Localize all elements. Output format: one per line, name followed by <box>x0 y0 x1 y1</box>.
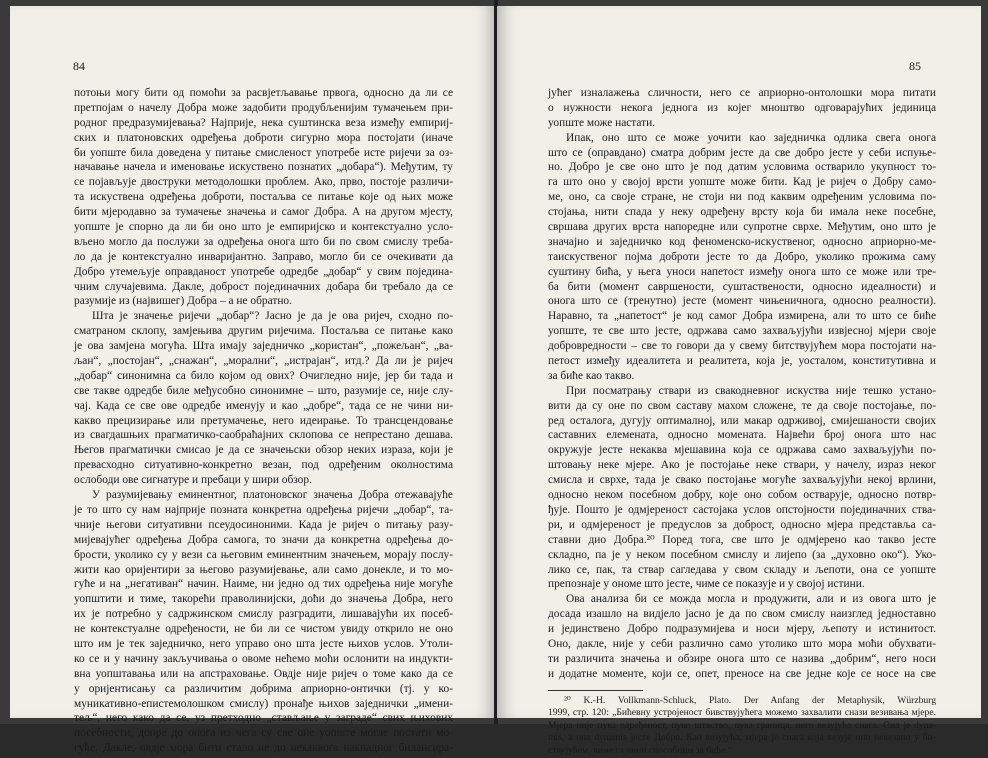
text-line: свршава других врста напоредне или супротне сврхе. Међутим, оно што је <box>548 221 936 234</box>
text-line: окружује јесте некаква мјешавина која се одржава само захваљујући по- <box>548 444 936 457</box>
text-line: бити мјеродавно за тумачење значења и самог Добра. А на другом мјесту, <box>74 206 453 219</box>
text-line: вљено могло да послужи за одређења онога што би по свом смислу треба- <box>74 235 453 248</box>
text-line: препознаје у ономе што јесте, чиме се показује и у својој истини. <box>548 578 865 591</box>
right-page-lines <box>548 86 936 682</box>
text-line: mis, а она dynamis јесте Добро. Као везујућа, мјера је снага која везује оно невезано у би- <box>548 732 936 744</box>
text-line: потоњи могу бити од помоћи за расвјетљавање првога, односно да ли се <box>74 87 453 99</box>
text-line: је ова замјена могућа. Шта имају заједничко „користан“, „пожељан“, „ва- <box>74 340 453 353</box>
text-line: какво прецизирање или претумачење, него идеирање. То трансцендовање <box>74 414 453 427</box>
text-line: разумије из (највишег) Добра – а не обратно. <box>74 295 292 308</box>
text-line: уопште је спорно да ли би оно што је емпиријско и контекстуално усло- <box>74 221 453 234</box>
text-line: ло да је контекстуално инваријантно. Заправо, могло би се очекивати да <box>74 250 453 263</box>
text-line: Наравно, та „напетост“ је код самог Добра измирена, али то што се биће <box>548 310 936 323</box>
text-line: уопштити и тиме, такорећи праволинијски, доћи до значења Добра, него <box>74 593 453 606</box>
text-line: значајно и заједничко код феноменско-искуственог, односно априорно-ме- <box>548 235 936 248</box>
text-line: уопште, те све што јесте, одржава само захваљујући извјесној мјери своје <box>548 325 936 338</box>
text-line: превасходно ситуативно-конкретно везан, под одређеним околностима <box>74 459 453 472</box>
left-page-body <box>74 86 453 756</box>
text-line: ри, и одмјереност је предуслов за доброст, односно мјера представља са- <box>548 518 936 531</box>
text-line: чај. Када се све ове одредбе именују и као „добре“, тада се не чини ни- <box>74 399 453 412</box>
text-line: ставни дио Добра.²⁰ Поред тога, све што је одмјерено као такво јесте <box>548 533 936 546</box>
text-line: све такве одредбе биле међусобно синонимне – што, разумије се, није слу- <box>74 384 453 397</box>
text-line: ред осталога, дугују оптималној, или макар одрживој, смијешаности својих <box>548 414 936 427</box>
text-line: родног предразумијевања? Најприје, нека суштинска веза између емпириј- <box>74 116 453 129</box>
right-page-body <box>548 86 936 758</box>
text-line: но. Добро је све оно што је под датим условима остварило укупност то- <box>548 161 936 174</box>
text-line: из свагдашњих прагматичко-саобраћајних склопова се непрестано дешава. <box>74 429 453 442</box>
text-line: 1999, стр. 120: „Бићевну устројеност бивствујућега можемо захвалити снази везивања мјере. <box>548 707 936 719</box>
left-page <box>10 6 495 755</box>
text-line: досада изашло на видјело јасно је да по свом смислу наизглед једноставно <box>548 608 936 621</box>
text-line: ба бити (момент савршености, суштаствености, односно идеалности) и <box>548 280 936 293</box>
text-line: начавање начела и именовање искуствено познатих „добара“). Међутим, ту <box>74 161 453 174</box>
text-line: га што оно у својој врсти уопште може бити. Кад је ријеч о Добру само- <box>548 176 936 189</box>
text-line: ²⁰ K.-H. Vollkmann-Schluck, Plato. Der Anfang der Metaphysik, Würzburg <box>564 694 936 706</box>
text-line: онога што се (тренутно) јесте (момент чињеничнога, односно реалности). <box>548 295 936 308</box>
text-line: што се (оправдано) сматра добрим јесте да све добро јесте у себи испуње- <box>548 146 936 159</box>
text-line: та искуствена одређења доброти, постаљва се питање које од њих може <box>74 191 453 204</box>
right-page <box>497 6 981 756</box>
text-line: не контекстуалне одређености, не би ли се чистом увиду открило не оно <box>74 623 453 636</box>
text-line: Шта је значење ријечи „добар“? Јасно је да је ова ријеч, сходно по- <box>92 310 453 323</box>
text-line: мијевајућег одређења Добра самога, то значи да конкретна одређења до- <box>74 533 453 546</box>
text-line: ских и платоновских одређења доброти сигурно мора постојати (иначе <box>74 131 453 144</box>
page-number-right: 85 <box>909 59 921 73</box>
text-line: јућег изналажења сличности, него се априорно-онтолошки мора питати <box>548 87 936 99</box>
text-line: о нужности некога једнога из којег мноштво одговарајућих јединица <box>548 101 936 114</box>
text-line: суштину бића, у њега уноси напетост између онога што се може или тре- <box>548 265 936 278</box>
text-line: „добар“ синонимна са било којом од ових? Очигледно није, јер би тада и <box>74 369 453 382</box>
text-line: односно неком посебном добру, које оно собом остварује, односно потвр- <box>548 489 936 502</box>
text-line: стојања, нити спада у неку одређену врсту која би имала неке посебне, <box>548 206 936 219</box>
text-line: чније његови ситуативни псеудосиноними. Када је ријеч о питању разу- <box>74 518 453 531</box>
text-line: саставних елемената, односно момената. Највећи број онога што нас <box>548 429 936 442</box>
text-line: претпојам о начелу Добра може задобити продубљенијим тумачењем при- <box>74 101 453 114</box>
page-number-left: 84 <box>73 59 85 73</box>
text-line: Добро утемељује оправданост употребе одредбе „добар“ у свим поједина- <box>74 265 453 278</box>
text-line: и јединствено Добро подразумијева и носи мјеру, љепоту и истинитост. <box>548 623 936 636</box>
text-line: посебности, допре до онога из чега су све оне уопште могле постати мо- <box>74 727 453 740</box>
text-line: ме, оно, са своје стране, не стоји ни под каквим одређеним условима по- <box>548 191 936 204</box>
text-line: складно, па је у неком посебном смислу и лијепо (за „духовно око“). Уко- <box>548 548 936 561</box>
text-line: је то што су нам најприје позната конкретна одређења ријечи „добар“, та- <box>74 503 453 516</box>
text-line: их је потребно у садржинском смислу разградити, лишавајући их посеб- <box>74 608 453 621</box>
text-line: муникативно-епистемолошком смислу) пронађе њихов заједнички „имени- <box>74 697 453 710</box>
text-line: ослободи ове сигнатуре и пребаци у шири обзор. <box>74 474 312 487</box>
text-line: Његов прагматички смисао је да се значењски обзор неких израза, који је <box>74 444 453 457</box>
text-line: Мјера није пука одређеност, пуко штаство, пука граница, него везујућа снага. Она је dyna- <box>548 719 936 731</box>
text-line: лико се, пак, та ствар сагледава у свом складу и љепоти, она се уопште <box>548 563 936 576</box>
text-line: би уопште била доведена у питање смисленост употребе исте ријечи за оз- <box>74 146 453 159</box>
text-line: смисла и сврхе, тада је свако постојање могуће захваљујући некој врлини, <box>548 474 936 487</box>
text-line: сматраном склопу, замјењива другим ријечима. Постаљва се питање како <box>74 325 453 338</box>
text-line: се појављује двоструки методолошки проблем. Ако, прво, постоје различи- <box>74 176 453 189</box>
text-line: добровредности – све то говори да у свему битствујућем мора постојати на- <box>548 340 936 353</box>
text-line: у оријентисању са различитим добрима априорно-онтички (тј. у ко- <box>74 682 453 695</box>
text-line: петост између идеалитета и реалитета, која је, уосталом, конститутивна и <box>548 355 936 368</box>
text-line: вна уопштавања или на апстраховање. Овдје није ријеч о томе како да се <box>74 667 453 680</box>
text-line: При посматрању ствари из свакодневног искуства није тешко устано- <box>566 384 936 397</box>
text-line: У разумијевању еминентног, платоновског значења Добра отежавајуће <box>92 489 453 502</box>
text-line: и додатне моменте, који се, опет, преносе на све једне које се носе на све <box>548 667 936 680</box>
text-line: вити да су оне по свом саставу махом сложене, те да своје постојање, по- <box>548 399 936 412</box>
text-line: штовању неке мјере. Ако је постојање неке ствари, у начелу, израз неког <box>548 459 936 472</box>
text-line: Ова анализа би се можда могла и продужити, али и из овога што је <box>566 593 936 606</box>
text-line: ствујућем, чиме га чини способним за биће.“ <box>548 745 733 756</box>
footnote-separator <box>548 690 643 691</box>
text-line: ко се и у начину закључивања о овоме нећемо моћи ослонити на индукти- <box>74 652 453 665</box>
text-line: чним случајевима. Дакле, доброст појединачних добара би требало да се <box>74 280 453 293</box>
text-line: за биће као такво. <box>548 369 635 382</box>
text-line: гуће и на „негативан“ начин. Наиме, ни једно од тих одређења није могуће <box>74 578 453 591</box>
footnote <box>548 695 936 758</box>
text-line: жити као оријентири за његово разумијевање, али само донекле, и то мо- <box>74 563 453 576</box>
text-line: тељ“, него како да се, уз претходно „стављање у заграде“ свих њихових <box>74 712 453 725</box>
text-line: брости, уколико су у вези са његовим еминентним значењем, морају послу- <box>74 548 453 561</box>
text-line: таискуственог појма доброти јесте то да Добро, уколико прожима саму <box>548 250 936 263</box>
text-line: ти различита значења и обзире онога што се назива „добрим“, него носи <box>548 652 936 665</box>
text-line: Ипак, оно што се може уочити као заједничка одлика свега онога <box>566 131 936 144</box>
text-line: Оно, дакле, није у себи различно само утолико што мора моћи обухвати- <box>548 637 936 650</box>
text-line: гуће. Дакле, овдје мора бити стало не до некаквога накнадног билансира- <box>74 742 453 755</box>
text-line: што им је тек заједничко, него управо оно шта јесте њихов услов. Утоли- <box>74 637 453 650</box>
text-line: љан“, „постојан“, „снажан“, „морални“, „истрајан“, итд.? Да ли је ријеч <box>74 355 453 368</box>
text-line: уопште може настати. <box>548 116 656 129</box>
text-line: ђује. Пошто је одмјереност састојака услов опстојности појединачних ства- <box>548 503 936 516</box>
